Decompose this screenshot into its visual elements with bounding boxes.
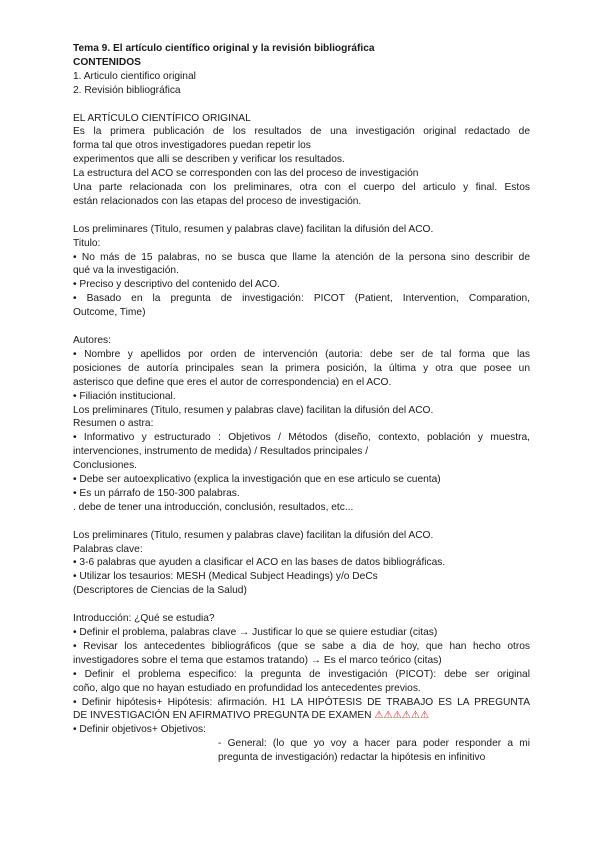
bullet-line: coño, algo que no hayan estudiado en profundidad los antecedentes previos.	[73, 682, 421, 694]
paragraph-line: forma tal que otros investigadores puedan repetir los	[73, 140, 311, 152]
bullet-line: • Es un párrafo de 150-300 palabras.	[73, 487, 240, 499]
bullet-line: • Definir hipótesis+ Hipótesis: afirmación. H1 LA HIPÓTESIS DE TRABAJO ES LA PREGUNTA	[73, 696, 530, 708]
bullet-line: posiciones de autoría principales sean la primera posición, la última y otra que posee un	[73, 362, 530, 374]
bullet-line: • 3-6 palabras que ayuden a clasificar el ACO en las bases de datos bibliográficas.	[73, 557, 446, 569]
bullet-line: • Utilizar los tesaurios: MESH (Medical Subject Headings) y/o DeCs	[73, 571, 378, 583]
bullet-line: investigadores sobre el tema que estamos tratando) → Es el marco teórico (citas)	[73, 654, 442, 666]
bullet-line: • Definir objetivos+ Objetivos:	[73, 724, 206, 736]
bullet-line: • Revisar los antecedentes bibliográficos (que se sabe a dia de hoy, que han hecho otros	[73, 640, 530, 652]
bullet-line: • Preciso y descriptivo del contenido del ACO.	[73, 279, 280, 291]
contents-heading: CONTENIDOS	[73, 56, 141, 68]
bullet-line: asterisco que define que eres el autor de correspondencia) en el ACO.	[73, 376, 392, 388]
bullet-line: • Basado en la pregunta de investigación: PICOT (Patient, Intervention, Comparation,	[73, 293, 530, 305]
paragraph-line: están relacionados con las etapas del proceso de investigación.	[73, 195, 362, 207]
bullet-line: • Definir el problema, palabras clave → Justificar lo que se quiere estudiar (citas)	[73, 626, 438, 638]
bullet-line: • Nombre y apellidos por orden de intervención (autoria: debe ser de tal forma que las	[73, 348, 530, 360]
contents-item: 1. Articulo cientifico original	[73, 70, 196, 82]
bullet-line: . debe de tener una introducción, conclusión, resultados, etc...	[73, 501, 354, 513]
bullet-line: • Filiación institucional.	[73, 390, 176, 402]
paragraph-line: La estructura del ACO se corresponden con las del proceso de investigación	[73, 168, 419, 180]
subheading: Autores:	[73, 334, 111, 346]
paragraph-line: Una parte relacionada con los preliminares, otra con el cuerpo del articulo y final. Estos	[73, 182, 530, 194]
bullet-line: • Debe ser autoexplicativo (explica la investigación que en ese articulo se cuenta)	[73, 474, 441, 486]
section-heading: EL ARTÍCULO CIENTÍFICO ORIGINAL	[73, 112, 251, 124]
bullet-line: • No más de 15 palabras, no se busca que llame la atención de la persona sino describir de	[73, 251, 530, 263]
bullet-line: Outcome, Time)	[73, 307, 146, 319]
bullet-text: DE INVESTIGACIÓN EN AFIRMATIVO PREGUNTA DE EXAMEN	[73, 710, 372, 722]
subheading: Palabras clave:	[73, 543, 143, 555]
paragraph-line: Es la primera publicación de los resultados de una investigación original redactado de	[73, 126, 530, 138]
paragraph-line: Los preliminares (Titulo, resumen y palabras clave) facilitan la difusión del ACO.	[73, 529, 434, 541]
paragraph-line: Los preliminares (Titulo, resumen y palabras clave) facilitan la difusión del ACO.	[73, 404, 434, 416]
sub-bullet-line: - General: (lo que yo voy a hacer para poder responder a mi	[218, 738, 530, 750]
subheading: Introducción: ¿Qué se estudia?	[73, 613, 215, 625]
bullet-line: • Informativo y estructurado : Objetivos / Métodos (diseño, contexto, población y muestra,	[73, 432, 530, 444]
sub-bullet-line: pregunta de investigación) redactar la hipótesis en infinitivo	[218, 752, 486, 764]
subheading: Titulo:	[73, 237, 101, 249]
bullet-line: Conclusiones.	[73, 460, 137, 472]
bullet-line: (Descriptores de Ciencias de la Salud)	[73, 585, 247, 597]
contents-item: 2. Revisión bibliográfica	[73, 84, 181, 96]
bullet-line: • Definir el problema especifico: la pregunta de investigación (PICOT): debe ser original	[73, 668, 530, 680]
bullet-line: intervenciones, instrumento de medida) / Resultados principales /	[73, 446, 369, 458]
paragraph-line: Los preliminares (Titulo, resumen y palabras clave) facilitan la difusión del ACO.	[73, 223, 434, 235]
bullet-line	[73, 709, 530, 723]
document-page	[73, 42, 530, 765]
paragraph-line: experimentos que alli se describen y verificar los resultados.	[73, 154, 345, 166]
bullet-line: qué va la investigación.	[73, 265, 179, 277]
subheading: Resumen o astra:	[73, 418, 154, 430]
document-title: Tema 9. El artículo científico original y la revisión bibliográfica	[73, 43, 375, 54]
warning-icon: ⚠⚠⚠⚠⚠⚠	[374, 710, 430, 722]
